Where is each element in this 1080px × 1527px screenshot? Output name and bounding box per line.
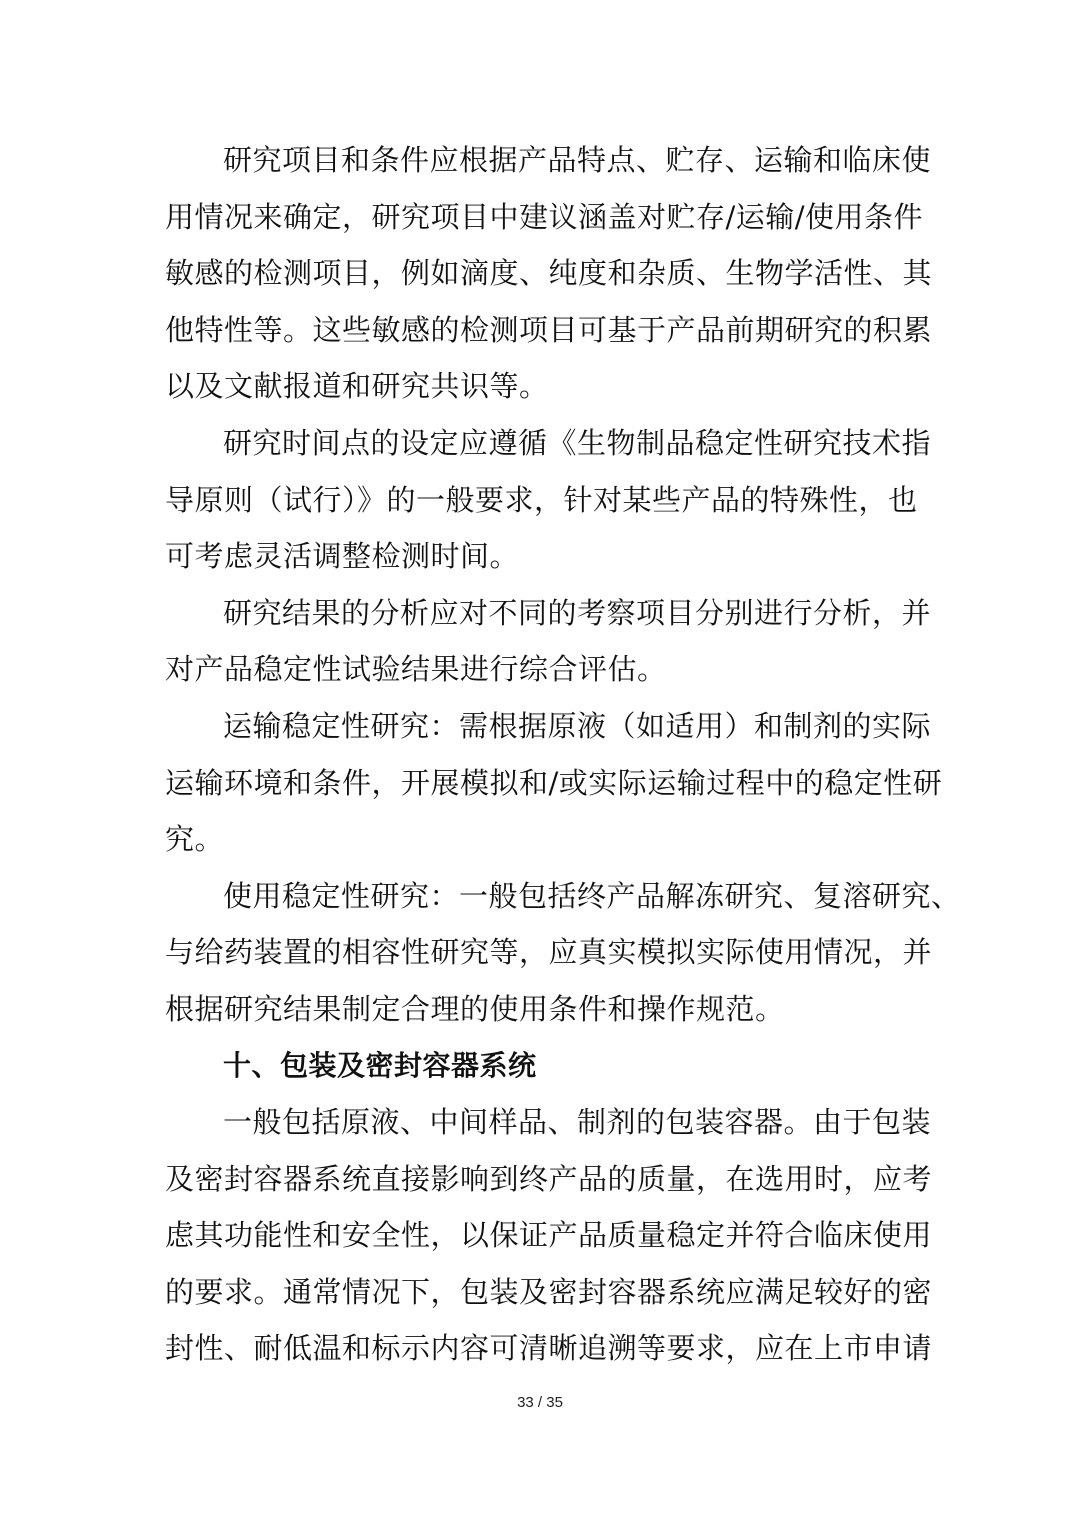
paragraph-5-line-2: 与给药装置的相容性研究等，应真实模拟实际使用情况，并: [165, 935, 933, 970]
paragraph-1-line-4: 他特性等。这些敏感的检测项目可基于产品前期研究的积累: [165, 312, 933, 347]
section-paragraph-line-4: 的要求。通常情况下，包装及密封容器系统应满足较好的密: [165, 1274, 933, 1309]
page-number: 33 / 35: [517, 1394, 563, 1411]
paragraph-4-line-2: 运输环境和条件，开展模拟和/或实际运输过程中的稳定性研: [165, 765, 943, 800]
paragraph-4-line-3: 究。: [165, 822, 225, 857]
paragraph-3-line-2: 对产品稳定性试验结果进行综合评估。: [165, 652, 667, 687]
section-paragraph-line-5: 封性、耐低温和标示内容可清晰追溯等要求，应在上市申请: [165, 1331, 933, 1366]
section-paragraph-line-1: 一般包括原液、中间样品、制剂的包装容器。由于包装: [223, 1105, 932, 1140]
paragraph-2-line-2: 导原则（试行）》的一般要求，针对某些产品的特殊性，也: [165, 482, 918, 517]
paragraph-2-line-3: 可考虑灵活调整检测时间。: [165, 539, 520, 574]
section-paragraph-line-3: 虑其功能性和安全性，以保证产品质量稳定并符合临床使用: [165, 1218, 933, 1253]
paragraph-1-line-5: 以及文献报道和研究共识等。: [165, 369, 549, 404]
document-body: [165, 132, 961, 1377]
paragraph-1-line-1: 研究项目和条件应根据产品特点、贮存、运输和临床使: [223, 143, 932, 177]
paragraph-4-line-1: 运输稳定性研究：需根据原液（如适用）和制剂的实际: [223, 708, 932, 743]
paragraph-2-line-1: 研究时间点的设定应遵循《生物制品稳定性研究技术指: [223, 425, 932, 460]
paragraph-5-line-1: 使用稳定性研究：一般包括终产品解冻研究、复溶研究、: [223, 878, 961, 913]
paragraph-3-line-1: 研究结果的分析应对不同的考察项目分别进行分析，并: [223, 595, 932, 630]
paragraph-5-line-3: 根据研究结果制定合理的使用条件和操作规范。: [165, 991, 785, 1026]
section-paragraph-line-2: 及密封容器系统直接影响到终产品的质量，在选用时，应考: [165, 1161, 933, 1196]
paragraph-1-line-2: 用情况来确定，研究项目中建议涵盖对贮存/运输/使用条件: [165, 199, 924, 234]
section-heading: 十、包装及密封容器系统: [223, 1048, 537, 1082]
paragraph-1-line-3: 敏感的检测项目，例如滴度、纯度和杂质、生物学活性、其: [165, 256, 933, 291]
